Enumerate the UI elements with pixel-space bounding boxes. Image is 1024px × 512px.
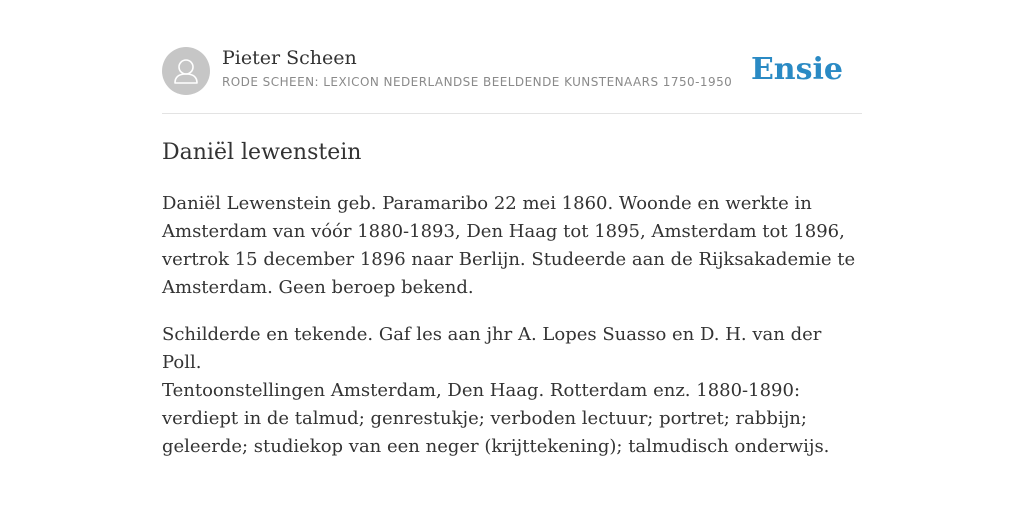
entry-paragraph: Daniël Lewenstein geb. Paramaribo 22 mei 1860. Woonde en werkte in Amsterdam van vóór 1880-1893, Den Haag tot 1895, Amsterdam tot 1896, vertrok 15 december 1896 naar Berlijn. Studeerde aan de Rijksakademie te Amsterdam. Geen beroep bekend. [162,193,856,298]
entry-title: Daniël lewenstein [162,140,362,165]
entry-header [162,46,862,96]
entry-paragraph: Tentoonstellingen Amsterdam, Den Haag. Rotterdam enz. 1880-1890: verdiept in de talmud; genrestukje; verboden lectuur; portret; rabbijn; geleerde; studiekop van een neger (krijttekening); talmudisch onderwijs. [162,380,830,457]
header-divider [162,113,862,114]
brand-logo[interactable]: Ensie [750,52,843,87]
author-name[interactable]: Pieter Scheen [222,47,357,69]
author-avatar[interactable] [162,47,210,95]
entry-paragraph: Schilderde en tekende. Gaf les aan jhr A. Lopes Suasso en D. H. van der Poll. [162,324,822,373]
source-name[interactable]: RODE SCHEEN: LEXICON NEDERLANDSE BEELDENDE KUNSTENAARS 1750-1950 [222,75,733,89]
user-silhouette-icon [162,47,210,95]
entry-card [162,0,862,512]
